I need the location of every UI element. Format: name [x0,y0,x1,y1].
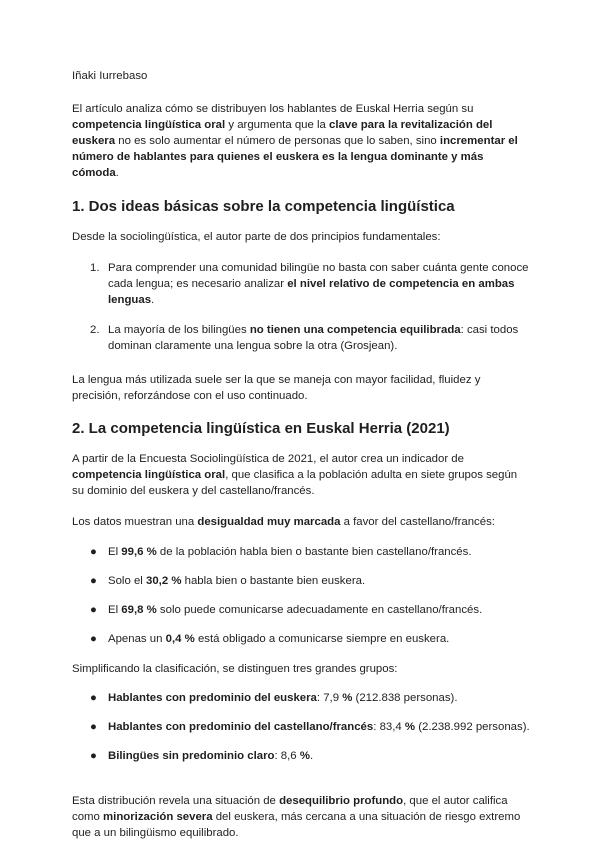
text: de la población habla bien o bastante bien castellano/francés. [156,546,472,558]
section-1-closing: La lengua más utilizada suele ser la que se maneja con mayor facilidad, fluidez y precisión, reforzándose con el uso continuado. [72,374,481,402]
text: no es solo aumentar el número de personas que lo saben, sino [115,135,440,147]
groups-lead: Simplificando la clasificación, se distinguen tres grandes grupos: [72,663,398,675]
text: . [309,750,314,762]
section-1-lead: Desde la sociolingüística, el autor parte de dos principios fundamentales: [72,231,441,243]
text: Esta distribución revela una situación de [72,795,280,807]
text: Apenas un [108,633,166,645]
text: (2.238.992 personas). [415,721,530,733]
text: Los datos muestran una [72,516,198,528]
text: Solo el [108,575,146,587]
emphasis: Bilingües sin predominio claro [108,750,275,762]
emphasis: 0,4 % [165,633,195,645]
text: está obligado a comunicarse siempre en euskera. [194,633,450,645]
text: : 83,4 [373,721,405,733]
emphasis: Hablantes con predominio del euskera [108,692,317,704]
list-item [72,260,532,308]
section-2-heading: 2. La competencia lingüística en Euskal Herria (2021) [72,420,450,437]
emphasis: incrementar el número de hablantes para quienes el euskera es la lengua dominante y más cómoda [72,135,518,179]
text: a favor del castellano/francés: [340,516,495,528]
emphasis: 30,2 % [146,575,182,587]
survey-paragraph [72,451,532,499]
emphasis: competencia lingüística oral [72,119,226,131]
text: . [151,294,155,306]
principles-list [72,260,532,354]
bullet-icon: ● [90,604,97,616]
emphasis: % [342,692,353,704]
text: (212.838 personas). [352,692,458,704]
text: y argumenta que la [225,119,330,131]
bullet-icon: ● [90,546,97,558]
text: , que el autor califica como [72,795,508,823]
text: Para comprender una comunidad bilingüe no basta con saber cuánta gente conoce cada lengua; es necesario analizar [108,262,529,290]
intro-paragraph [72,101,532,181]
list-number: 1. [90,262,100,274]
emphasis: Hablantes con predominio del castellano/francés [108,721,374,733]
emphasis: % [404,721,416,733]
emphasis: el nivel relativo de competencia en ambas lenguas [108,278,515,306]
emphasis: minorización severa [103,811,213,823]
groups-list [72,690,532,764]
text: El [108,604,122,616]
list-item [72,631,532,647]
text: : 8,6 [274,750,300,762]
text: habla bien o bastante bien euskera. [181,575,366,587]
author-name: Iñaki Iurrebaso [72,70,148,82]
list-item [72,602,532,618]
list-item [72,573,532,589]
text: A partir de la Encuesta Sociolingüística de 2021, el autor crea un indicador de [72,453,464,465]
section-1-heading: 1. Dos ideas básicas sobre la competencia lingüística [72,198,455,215]
emphasis: clave para la revitalización del euskera [72,119,493,147]
text: El [108,546,122,558]
list-item [72,719,532,735]
text: , que clasifica a la población adulta en siete grupos según su dominio del euskera y del castellano/francés. [72,469,518,497]
text: : 7,9 [316,692,343,704]
emphasis: % [299,750,310,762]
document-page [72,68,532,841]
inequality-paragraph [72,514,532,530]
text: : casi todos dominan claramente una lengua sobre la otra (Grosjean). [108,324,519,352]
text: solo puede comunicarse adecuadamente en castellano/francés. [156,604,483,616]
list-item [72,690,532,706]
conclusion-paragraph [72,793,532,841]
bullet-icon: ● [90,750,97,762]
bullet-icon: ● [90,692,97,704]
emphasis: desigualdad muy marcada [197,516,341,528]
text: La mayoría de los bilingües [108,324,250,336]
list-item [72,748,532,764]
list-item [72,322,532,354]
statistics-list [72,544,532,647]
bullet-icon: ● [90,721,97,733]
bullet-icon: ● [90,633,97,645]
text: El artículo analiza cómo se distribuyen los hablantes de Euskal Herria según su [72,103,474,115]
list-number: 2. [90,324,100,336]
emphasis: 69,8 % [121,604,157,616]
text: . [115,167,119,179]
list-item [72,544,532,560]
emphasis: competencia lingüística oral [72,469,226,481]
emphasis: 99,6 % [121,546,157,558]
emphasis: no tienen una competencia equilibrada [249,324,461,336]
emphasis: desequilibrio profundo [279,795,404,807]
text: del euskera, más cercana a una situación de riesgo extremo que a un bilingüismo equilibrado. [72,811,521,839]
bullet-icon: ● [90,575,97,587]
